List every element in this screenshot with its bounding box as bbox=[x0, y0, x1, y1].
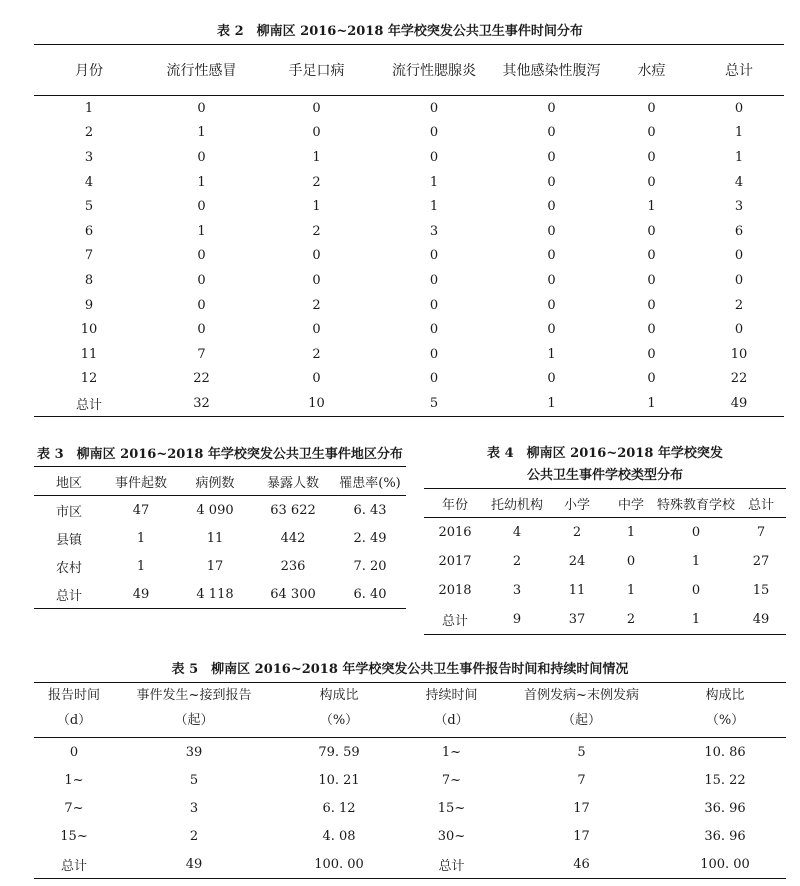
table5-cell: 7 bbox=[577, 772, 586, 788]
table2-row bbox=[34, 194, 784, 219]
table2-cell: 3 bbox=[429, 223, 439, 239]
table5-body bbox=[34, 738, 786, 879]
table2-cell: 1 bbox=[312, 149, 321, 165]
table2-cell: 0 bbox=[312, 371, 321, 387]
table2-cell: 2 bbox=[312, 297, 321, 313]
table4-cell: 总计 bbox=[424, 605, 486, 635]
table2-cell: 0 bbox=[429, 125, 439, 141]
table4 bbox=[424, 488, 786, 635]
table4-cell: 1 bbox=[656, 605, 736, 635]
table2-cell: 8 bbox=[84, 272, 94, 288]
table2-cell: 10 bbox=[730, 346, 748, 362]
table5-cell: 39 bbox=[185, 744, 203, 760]
table4-cell: 37 bbox=[548, 605, 606, 635]
table2-cell: 0 bbox=[547, 149, 556, 165]
table2-cell: 0 bbox=[647, 272, 656, 288]
table3-header-cell: 暴露人数 bbox=[252, 467, 334, 496]
table2-cell: 4 bbox=[734, 174, 744, 190]
table2-row bbox=[34, 219, 784, 244]
table2-cell: 1 bbox=[197, 174, 206, 190]
table2-cell: 0 bbox=[429, 100, 439, 116]
table2-cell: 1 bbox=[494, 391, 609, 416]
table2-cell: 22 bbox=[730, 371, 748, 387]
table5-cell: 0 bbox=[69, 744, 79, 760]
table2-cell: 0 bbox=[547, 199, 556, 215]
table3-cell: 442 bbox=[280, 530, 306, 546]
table2-cell: 0 bbox=[429, 248, 439, 264]
table4-cell: 2 bbox=[572, 525, 582, 540]
table2-cell: 0 bbox=[312, 248, 321, 264]
table2-cell: 0 bbox=[647, 248, 656, 264]
table4-cell: 27 bbox=[752, 554, 770, 569]
table4-cell: 0 bbox=[626, 554, 636, 569]
table4-cell: 2 bbox=[606, 605, 656, 635]
table2-cell: 2 bbox=[312, 223, 321, 239]
table3-header-cell: 病例数 bbox=[178, 467, 252, 496]
table2-cell: 0 bbox=[429, 297, 439, 313]
table5-header-row1 bbox=[34, 683, 786, 709]
table4-cell: 7 bbox=[756, 525, 766, 540]
table2-row bbox=[34, 342, 784, 367]
table2-cell: 3 bbox=[734, 199, 744, 215]
table4-header-cell: 总计 bbox=[736, 489, 786, 518]
table4-cell: 1 bbox=[626, 583, 636, 598]
table4-header-cell: 中学 bbox=[606, 489, 656, 518]
table5-cell: 4. 08 bbox=[322, 828, 356, 844]
table3-cell: 市区 bbox=[55, 504, 82, 520]
table2-row bbox=[34, 170, 784, 195]
table5-cell: 7~ bbox=[441, 772, 462, 788]
table2-cell: 0 bbox=[647, 371, 656, 387]
table3-cell: 4 118 bbox=[178, 580, 252, 609]
table3-header-cell: 罹患率(%) bbox=[334, 467, 406, 496]
table4-caption-line1: 表 4 柳南区 2016~2018 年学校突发 bbox=[487, 446, 723, 461]
table2-row bbox=[34, 121, 784, 146]
table2-cell: 0 bbox=[647, 149, 656, 165]
table5-header-unit: （d） bbox=[34, 708, 114, 738]
table2-cell: 1 bbox=[429, 199, 439, 215]
table2-cell: 0 bbox=[547, 248, 556, 264]
table5-cell: 49 bbox=[114, 850, 274, 879]
table2-cell: 2 bbox=[312, 346, 321, 362]
table3-cell: 1 bbox=[136, 530, 146, 546]
table3-cell: 236 bbox=[280, 558, 306, 574]
table2-cell: 0 bbox=[312, 125, 321, 141]
table2-caption: 表 2 柳南区 2016~2018 年学校突发公共卫生事件时间分布 bbox=[217, 24, 583, 39]
table4-body bbox=[424, 518, 786, 635]
table5-header-unit: （%） bbox=[664, 708, 786, 738]
table3-cell: 6. 43 bbox=[353, 502, 387, 518]
table2 bbox=[34, 44, 784, 417]
table3-cell: 49 bbox=[104, 580, 178, 609]
table2-cell: 4 bbox=[84, 174, 94, 190]
table2-cell: 49 bbox=[694, 391, 784, 416]
table2-cell: 0 bbox=[197, 100, 206, 116]
table3-row bbox=[34, 580, 406, 609]
table4-header-row bbox=[424, 489, 786, 518]
table4-cell: 11 bbox=[568, 583, 586, 598]
table2-body bbox=[34, 96, 784, 417]
table5-cell: 总计 bbox=[404, 850, 499, 879]
table3-cell: 64 300 bbox=[252, 580, 334, 609]
table2-cell: 0 bbox=[734, 322, 744, 338]
table2-cell: 0 bbox=[547, 100, 556, 116]
table4-row bbox=[424, 576, 786, 605]
table3-row bbox=[34, 552, 406, 580]
table2-cell: 1 bbox=[429, 174, 439, 190]
table2-cell: 0 bbox=[547, 297, 556, 313]
table5-cell: 17 bbox=[573, 828, 590, 844]
table4-cell: 1 bbox=[691, 554, 701, 569]
table2-cell: 0 bbox=[429, 346, 439, 362]
table5-cell: 1~ bbox=[441, 744, 462, 760]
table3-cell: 2. 49 bbox=[353, 530, 387, 546]
table4-cell: 9 bbox=[486, 605, 548, 635]
table2-cell: 0 bbox=[647, 100, 656, 116]
table5-cell: 3 bbox=[189, 800, 199, 816]
table2-row bbox=[34, 268, 784, 293]
table2-cell: 10 bbox=[80, 322, 98, 338]
table2-cell: 10 bbox=[259, 391, 374, 416]
table4-header-cell: 特殊教育学校 bbox=[656, 489, 736, 518]
table2-cell: 0 bbox=[547, 272, 556, 288]
table2-cell: 2 bbox=[734, 297, 744, 313]
table4-cell: 15 bbox=[752, 583, 770, 598]
table2-cell: 6 bbox=[734, 223, 744, 239]
table5-row bbox=[34, 822, 786, 850]
table2-cell: 1 bbox=[547, 346, 556, 362]
table3-cell: 总计 bbox=[34, 580, 104, 609]
table4-row bbox=[424, 518, 786, 548]
table5-cell: 46 bbox=[499, 850, 664, 879]
table5-cell: 5 bbox=[189, 772, 199, 788]
table5-cell: 2 bbox=[189, 828, 199, 844]
table2-row bbox=[34, 293, 784, 318]
table5-cell: 10. 21 bbox=[318, 772, 360, 788]
table3-header-row bbox=[34, 467, 406, 496]
table4-cell: 3 bbox=[512, 583, 522, 598]
table3-header-cell: 地区 bbox=[34, 467, 104, 496]
table2-header-cell: 手足口病 bbox=[259, 45, 374, 96]
table2-cell: 1 bbox=[734, 149, 744, 165]
table2-cell: 0 bbox=[547, 125, 556, 141]
table4-cell: 0 bbox=[691, 525, 701, 540]
table2-cell: 1 bbox=[312, 199, 321, 215]
table4-cell: 2 bbox=[512, 554, 522, 569]
table2-cell: 0 bbox=[197, 248, 206, 264]
table2-cell: 5 bbox=[374, 391, 494, 416]
table4-header-cell: 托幼机构 bbox=[486, 489, 548, 518]
table2-cell: 0 bbox=[734, 100, 744, 116]
table5-header-cell: 持续时间 bbox=[404, 683, 499, 709]
table2-cell: 0 bbox=[547, 174, 556, 190]
table2-cell: 0 bbox=[647, 174, 656, 190]
table2-row bbox=[34, 367, 784, 392]
table5-cell: 15. 22 bbox=[704, 772, 746, 788]
table5-cell: 5 bbox=[577, 744, 586, 760]
table4-cell: 2016 bbox=[438, 525, 472, 540]
table3-cell: 1 bbox=[136, 558, 146, 574]
table5-row bbox=[34, 738, 786, 767]
table2-header-cell: 流行性感冒 bbox=[144, 45, 259, 96]
table3-cell: 农村 bbox=[55, 560, 82, 576]
table2-cell: 1 bbox=[84, 100, 94, 116]
table5-row bbox=[34, 794, 786, 822]
table5-header-unit: （%） bbox=[274, 708, 404, 738]
table3-cell: 17 bbox=[206, 558, 224, 574]
table2-cell: 0 bbox=[647, 322, 656, 338]
table2-row bbox=[34, 317, 784, 342]
table3-caption: 表 3 柳南区 2016~2018 年学校突发公共卫生事件地区分布 bbox=[37, 447, 403, 462]
table4-row bbox=[424, 547, 786, 576]
table3-body bbox=[34, 496, 406, 609]
table4-cell: 2018 bbox=[438, 583, 472, 598]
table5-cell: 36. 96 bbox=[704, 828, 746, 844]
table2-header-cell: 总计 bbox=[694, 45, 784, 96]
table2-cell: 1 bbox=[647, 199, 656, 215]
table5-header-unit: （d） bbox=[404, 708, 499, 738]
table5-cell: 15~ bbox=[60, 828, 88, 844]
table2-cell: 0 bbox=[429, 272, 439, 288]
table2-cell: 0 bbox=[547, 223, 556, 239]
table3-cell: 7. 20 bbox=[353, 558, 387, 574]
table2-cell: 0 bbox=[429, 371, 439, 387]
table2-cell: 2 bbox=[312, 174, 321, 190]
table2-cell: 0 bbox=[547, 371, 556, 387]
table4-cell: 4 bbox=[512, 525, 522, 540]
table5-row bbox=[34, 850, 786, 879]
table2-cell: 0 bbox=[197, 199, 206, 215]
table2-cell: 0 bbox=[197, 272, 206, 288]
table5-caption: 表 5 柳南区 2016~2018 年学校突发公共卫生事件报告时间和持续时间情况 bbox=[171, 662, 629, 677]
table2-cell: 0 bbox=[197, 322, 206, 338]
table3-header-cell: 事件起数 bbox=[104, 467, 178, 496]
table2-cell: 12 bbox=[80, 371, 98, 387]
table5-cell: 36. 96 bbox=[704, 800, 746, 816]
table2-header-cell: 月份 bbox=[34, 45, 144, 96]
table5-cell: 100. 00 bbox=[274, 850, 404, 879]
table2-cell: 1 bbox=[609, 391, 694, 416]
table5-header-cell: 首例发病~末例发病 bbox=[499, 683, 664, 709]
table5-row bbox=[34, 766, 786, 794]
table5-cell: 30~ bbox=[437, 828, 466, 844]
table3 bbox=[34, 466, 406, 609]
table3-cell: 县镇 bbox=[55, 532, 82, 548]
table4-header-cell: 年份 bbox=[424, 489, 486, 518]
table4-cell: 49 bbox=[736, 605, 786, 635]
table2-header-row bbox=[34, 45, 784, 96]
table2-row bbox=[34, 145, 784, 170]
table3-row bbox=[34, 496, 406, 525]
table3-row bbox=[34, 524, 406, 552]
table2-cell: 9 bbox=[84, 297, 94, 313]
table2-cell: 0 bbox=[197, 297, 206, 313]
table2-cell: 0 bbox=[312, 100, 321, 116]
table5-cell: 15~ bbox=[437, 800, 466, 816]
table5-cell: 100. 00 bbox=[664, 850, 786, 879]
table5-cell: 总计 bbox=[34, 850, 114, 879]
table2-cell: 0 bbox=[647, 346, 656, 362]
table2-cell: 0 bbox=[312, 272, 321, 288]
table2-cell: 32 bbox=[144, 391, 259, 416]
table5-cell: 10. 86 bbox=[704, 744, 746, 760]
table2-row bbox=[34, 96, 784, 121]
table4-row bbox=[424, 605, 786, 635]
table5-header-cell: 构成比 bbox=[274, 683, 404, 709]
table2-cell: 0 bbox=[197, 149, 206, 165]
table3-cell: 4 090 bbox=[196, 502, 234, 518]
table2-row bbox=[34, 244, 784, 269]
table2-cell: 0 bbox=[647, 297, 656, 313]
table3-cell: 11 bbox=[206, 530, 224, 546]
table2-header-cell: 流行性腮腺炎 bbox=[374, 45, 494, 96]
table2-cell: 5 bbox=[84, 199, 94, 215]
table2-cell: 0 bbox=[647, 223, 656, 239]
table5-header-unit: （起） bbox=[499, 708, 664, 738]
table2-header-cell: 水痘 bbox=[609, 45, 694, 96]
table2-cell: 2 bbox=[84, 125, 94, 141]
table2-cell: 1 bbox=[197, 223, 206, 239]
table3-cell: 6. 40 bbox=[334, 580, 406, 609]
table4-cell: 24 bbox=[568, 554, 586, 569]
table2-cell: 6 bbox=[84, 223, 94, 239]
table5-header-cell: 事件发生~接到报告 bbox=[114, 683, 274, 709]
table2-header-cell: 其他感染性腹泻 bbox=[494, 45, 609, 96]
table5-header-cell: 构成比 bbox=[664, 683, 786, 709]
table2-cell: 11 bbox=[80, 346, 98, 362]
table5 bbox=[34, 682, 786, 879]
table2-cell: 22 bbox=[193, 371, 210, 387]
table3-cell: 47 bbox=[132, 502, 150, 518]
table2-cell: 0 bbox=[429, 322, 439, 338]
table2-cell: 1 bbox=[734, 125, 744, 141]
table2-cell: 0 bbox=[647, 125, 656, 141]
table4-caption-line2: 公共卫生事件学校类型分布 bbox=[526, 468, 683, 483]
table2-cell: 0 bbox=[547, 322, 556, 338]
table4-cell: 2017 bbox=[438, 554, 472, 569]
table4-header-cell: 小学 bbox=[548, 489, 606, 518]
table2-cell: 1 bbox=[197, 125, 206, 141]
table5-cell: 17 bbox=[573, 800, 590, 816]
table5-header-unit: （起） bbox=[114, 708, 274, 738]
table4-cell: 0 bbox=[691, 583, 701, 598]
table5-cell: 6. 12 bbox=[322, 800, 356, 816]
table3-cell: 63 622 bbox=[270, 502, 316, 518]
table5-header-row2 bbox=[34, 708, 786, 738]
table5-cell: 79. 59 bbox=[318, 744, 360, 760]
table2-cell: 7 bbox=[84, 248, 94, 264]
table2-row bbox=[34, 391, 784, 416]
table2-cell: 0 bbox=[734, 248, 744, 264]
table2-cell: 0 bbox=[734, 272, 744, 288]
table2-cell: 0 bbox=[312, 322, 321, 338]
table5-cell: 7~ bbox=[64, 800, 84, 816]
table2-cell: 7 bbox=[197, 346, 206, 362]
table2-cell: 0 bbox=[429, 149, 439, 165]
table5-header-cell: 报告时间 bbox=[34, 683, 114, 709]
table5-cell: 1~ bbox=[64, 772, 84, 788]
table2-cell: 总计 bbox=[34, 391, 144, 416]
table2-cell: 3 bbox=[84, 149, 94, 165]
table4-cell: 1 bbox=[626, 525, 636, 540]
